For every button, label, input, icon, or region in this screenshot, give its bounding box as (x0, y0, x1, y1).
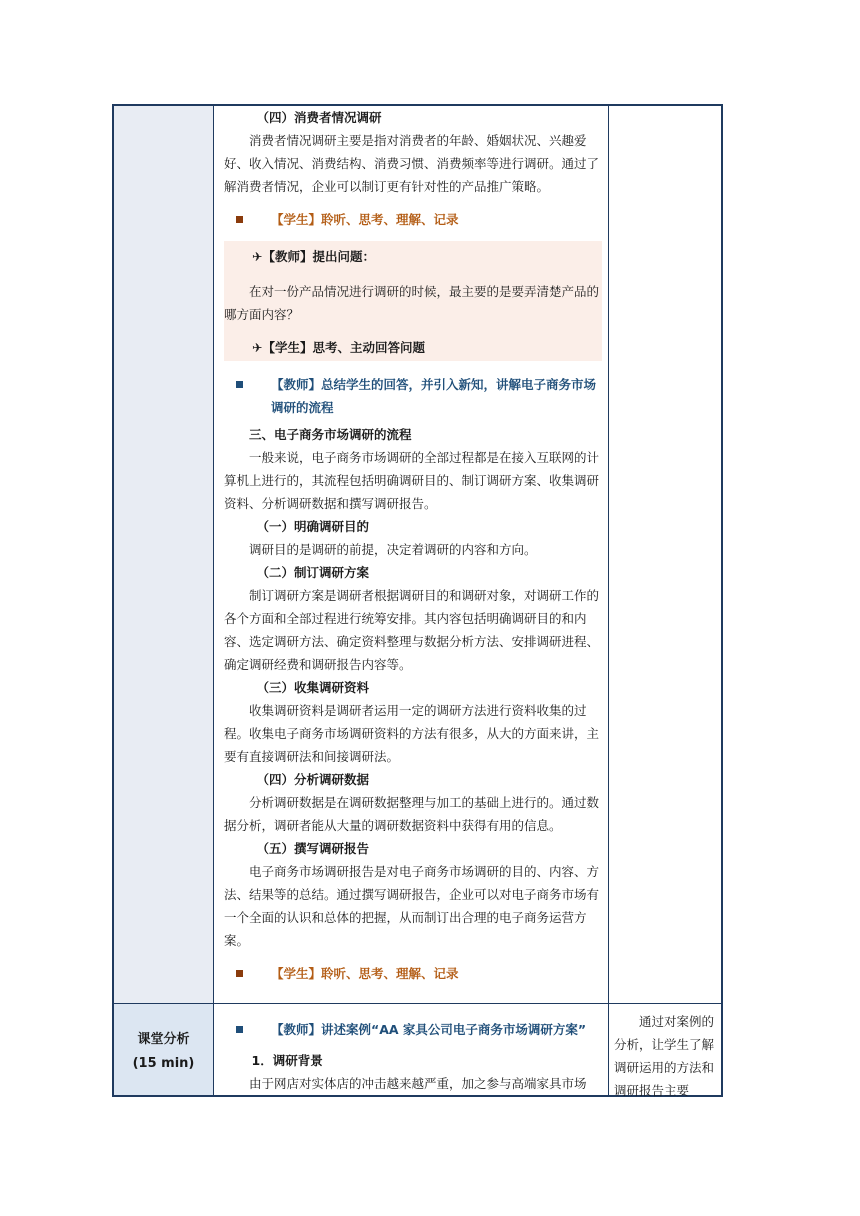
square-bullet-icon (236, 1026, 243, 1033)
step2-title: （二）制订调研方案 (256, 565, 370, 580)
teacher-question-label: ✈【教师】提出问题： (252, 249, 375, 264)
row1-content (224, 106, 602, 985)
left-cell-empty (114, 106, 213, 1003)
design-intent-text: 通过对案例的分析，让学生了解调研运用的方法和调研报告主要 (614, 1014, 715, 1098)
lesson-table (112, 104, 723, 1097)
process-heading: 三、电子商务市场调研的流程 (249, 427, 412, 442)
qa-box (224, 241, 602, 361)
column-divider-1 (213, 106, 214, 1095)
step4-text: 分析调研数据是在调研数据整理与加工的基础上进行的。通过数据分析，调研者能从大量的调研数据资料中获得有用的信息。 (224, 795, 600, 833)
step3-text: 收集调研资料是调研者运用一定的调研方法进行资料收集的过程。收集电子商务市场调研资料的方法有很多，从大的方面来讲，主要有直接调研法和间接调研法。 (224, 703, 600, 764)
teacher-case (224, 1018, 602, 1041)
student-answer-label: ✈【学生】思考、主动回答问题 (252, 340, 425, 355)
square-bullet-icon (236, 381, 243, 388)
teacher-case-text: 【教师】讲述案例“AA 家具公司电子商务市场调研方案” (271, 1022, 587, 1037)
step5-text: 电子商务市场调研报告是对电子商务市场调研的目的、内容、方法、结果等的总结。通过撰写调研报告，企业可以对电子商务市场有一个全面的认识和总体的把握，从而制订出合理的电子商务运营方案。 (224, 864, 600, 948)
student-activity-1 (224, 208, 602, 231)
teacher-summary (224, 373, 602, 419)
case-heading: 1．调研背景 (251, 1053, 323, 1068)
step4-title: （四）分析调研数据 (256, 772, 370, 787)
student-activity-2-text: 【学生】聆听、思考、理解、记录 (271, 966, 459, 981)
step1-text: 调研目的是调研的前提，决定着调研的内容和方向。 (249, 542, 537, 557)
class-analysis-time: (15 min) (132, 1056, 195, 1071)
design-intent-note (614, 1010, 722, 1102)
column-divider-2 (608, 106, 609, 1095)
student-activity-1-text: 【学生】聆听、思考、理解、记录 (271, 212, 459, 227)
class-analysis-title: 课堂分析 (137, 1032, 190, 1047)
step2-text: 制订调研方案是调研者根据调研目的和调研对象，对调研工作的各个方面和全部过程进行统筹安排。其内容包括明确调研目的和内容、选定调研方法、确定资料整理与数据分析方法、安排调研进程、确定调研经费和调研报告内容等。 (224, 588, 600, 672)
row-divider (114, 1003, 721, 1004)
case-text: 由于网店对实体店的冲击越来越严重，加之参与高端家具市场 (249, 1076, 587, 1091)
step3-title: （三）收集调研资料 (256, 680, 370, 695)
teacher-summary-text: 【教师】总结学生的回答，并引入新知，讲解电子商务市场调研的流程 (271, 377, 597, 415)
step5-title: （五）撰写调研报告 (256, 841, 370, 856)
question-text: 在对一份产品情况进行调研的时候，最主要的是要弄清楚产品的哪方面内容？ (224, 284, 600, 322)
consumer-heading: （四）消费者情况调研 (256, 110, 382, 125)
step1-title: （一）明确调研目的 (256, 519, 370, 534)
class-analysis-label (114, 1028, 213, 1076)
row2-content (224, 1018, 602, 1095)
square-bullet-icon (236, 970, 243, 977)
process-intro: 一般来说，电子商务市场调研的全部过程都是在接入互联网的计算机上进行的，其流程包括明确调研目的、制订调研方案、收集调研资料、分析调研数据和撰写调研报告。 (224, 450, 600, 511)
consumer-paragraph: 消费者情况调研主要是指对消费者的年龄、婚姻状况、兴趣爱好、收入情况、消费结构、消费习惯、消费频率等进行调研。通过了解消费者情况，企业可以制订更有针对性的产品推广策略。 (224, 133, 600, 194)
square-bullet-icon (236, 216, 243, 223)
student-activity-2 (224, 962, 602, 985)
